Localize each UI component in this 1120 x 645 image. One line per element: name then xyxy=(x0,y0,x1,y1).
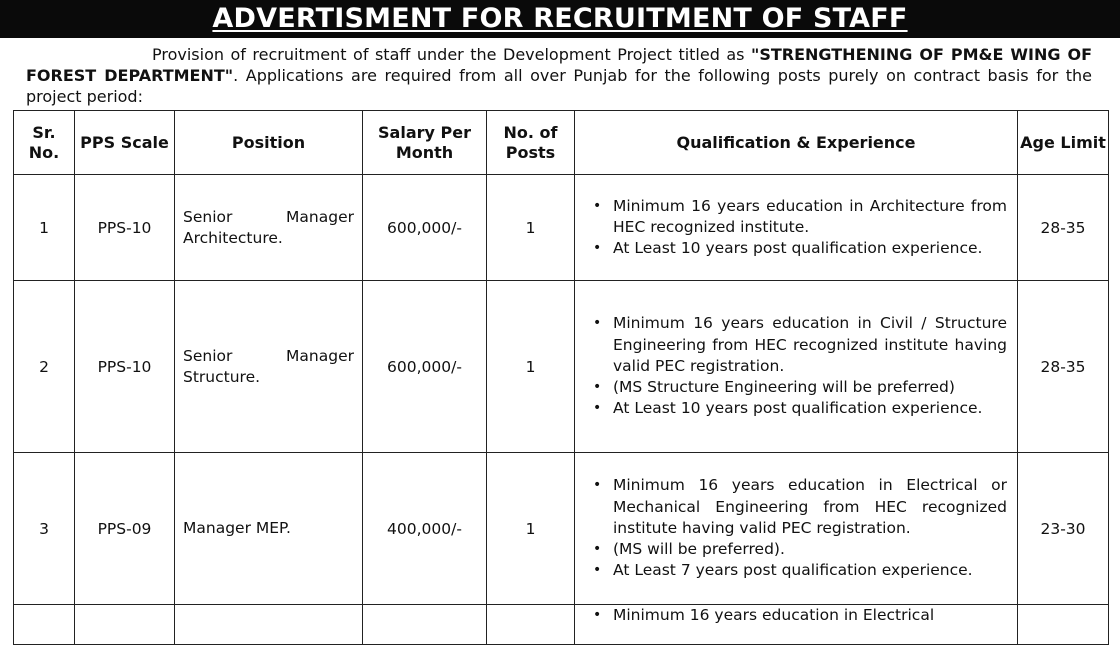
qualification-item: • (MS Structure Engineering will be preferred) xyxy=(587,377,1007,398)
recruitment-table xyxy=(13,110,1109,645)
cell-qualification xyxy=(575,453,1018,605)
cell-sr-no: 1 xyxy=(14,175,75,281)
header-salary: Salary Per Month xyxy=(363,111,487,175)
table-row xyxy=(14,605,1109,645)
cell-pps-scale xyxy=(75,605,175,645)
header-qualification: Qualification & Experience xyxy=(575,111,1018,175)
table-header-row xyxy=(14,111,1109,175)
qualification-item: • Minimum 16 years education in Civil / Structure Engineering from HEC recognized institute having valid PEC registration. xyxy=(587,313,1007,377)
cell-salary: 400,000/- xyxy=(363,453,487,605)
qualification-item: • At Least 7 years post qualification experience. xyxy=(587,560,1007,581)
cell-salary: 600,000/- xyxy=(363,281,487,453)
intro-text-end: . Applications are required from all over Punjab for the following posts purely on contract basis for the project period: xyxy=(26,66,1093,106)
qualification-list xyxy=(587,313,1007,419)
table-row xyxy=(14,281,1109,453)
qualification-item: • Minimum 16 years education in Electrical or Mechanical Engineering from HEC recognized institute having valid PEC registration. xyxy=(587,475,1007,539)
cell-pps-scale: PPS-10 xyxy=(75,281,175,453)
qualification-list xyxy=(587,475,1007,581)
qualification-item: • Minimum 16 years education in Electrical xyxy=(587,605,1007,626)
cell-age-limit: 23-30 xyxy=(1018,453,1109,605)
page-title: ADVERTISMENT FOR RECRUITMENT OF STAFF xyxy=(0,0,1120,38)
cell-pps-scale: PPS-09 xyxy=(75,453,175,605)
qualification-item: • At Least 10 years post qualification experience. xyxy=(587,238,1007,259)
cell-age-limit xyxy=(1018,605,1109,645)
table-row xyxy=(14,453,1109,605)
cell-posts: 1 xyxy=(487,453,575,605)
cell-sr-no: 3 xyxy=(14,453,75,605)
header-sr-no: Sr. No. xyxy=(14,111,75,175)
table-row xyxy=(14,175,1109,281)
cell-position: Senior Manager Structure. xyxy=(175,281,363,453)
cell-sr-no xyxy=(14,605,75,645)
qualification-list xyxy=(587,605,1007,626)
qualification-item: • (MS will be preferred). xyxy=(587,539,1007,560)
header-posts: No. of Posts xyxy=(487,111,575,175)
header-age-limit: Age Limit xyxy=(1018,111,1109,175)
cell-position xyxy=(175,605,363,645)
cell-age-limit: 28-35 xyxy=(1018,281,1109,453)
cell-posts: 1 xyxy=(487,281,575,453)
cell-posts xyxy=(487,605,575,645)
cell-age-limit: 28-35 xyxy=(1018,175,1109,281)
cell-salary xyxy=(363,605,487,645)
qualification-list xyxy=(587,196,1007,260)
cell-qualification xyxy=(575,175,1018,281)
qualification-item: • Minimum 16 years education in Architecture from HEC recognized institute. xyxy=(587,196,1007,239)
cell-salary: 600,000/- xyxy=(363,175,487,281)
project-title: "STRENGTHENING OF PM&E WING OF FOREST DEPARTMENT" xyxy=(26,45,1092,85)
cell-position: Manager MEP. xyxy=(175,453,363,605)
cell-sr-no: 2 xyxy=(14,281,75,453)
header-pps-scale: PPS Scale xyxy=(75,111,175,175)
cell-pps-scale: PPS-10 xyxy=(75,175,175,281)
intro-paragraph xyxy=(26,44,1092,107)
header-position: Position xyxy=(175,111,363,175)
cell-qualification xyxy=(575,281,1018,453)
cell-qualification xyxy=(575,605,1018,645)
qualification-item: • At Least 10 years post qualification experience. xyxy=(587,398,1007,419)
cell-posts: 1 xyxy=(487,175,575,281)
cell-position: Senior Manager Architecture. xyxy=(175,175,363,281)
intro-text-start: Provision of recruitment of staff under the Development Project titled as xyxy=(152,45,751,64)
